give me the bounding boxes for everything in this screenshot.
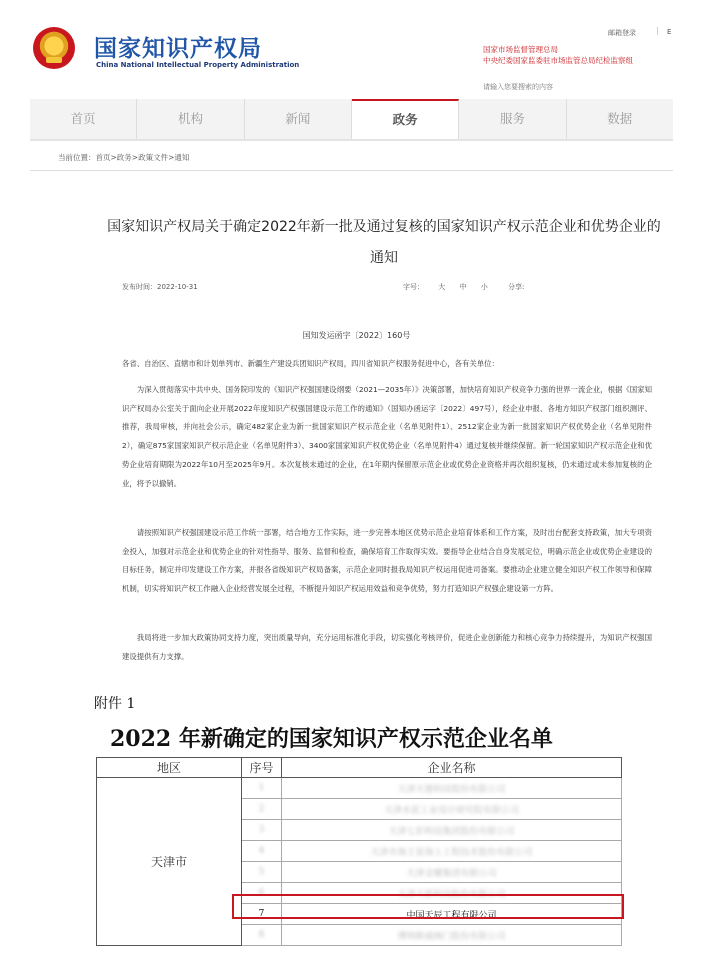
table-header-row	[97, 758, 622, 778]
mail-login-link[interactable]: 邮箱登录	[608, 29, 636, 37]
share-label[interactable]: 分享:	[508, 283, 525, 291]
table-row	[97, 778, 622, 799]
row-number: 6	[242, 883, 282, 904]
article-title: 国家知识产权局关于确定2022年新一批及通过复核的国家知识产权示范企业和优势企业的通知	[107, 219, 661, 266]
company-name: 天津天德科技股份有限公司	[282, 778, 622, 799]
font-size-small[interactable]: 小	[480, 283, 488, 291]
article-paragraph: 各省、自治区、直辖市和计划单列市、新疆生产建设兵团知识产权局，四川省知识产权服务促进中心，各有关单位：	[122, 359, 499, 368]
company-name: 天津金耀集团有限公司	[282, 862, 622, 883]
nav-services[interactable]: 服务	[459, 99, 566, 139]
row-number: 2	[242, 799, 282, 820]
samr-link[interactable]: 国家市场监督管理总局	[483, 45, 558, 54]
english-link[interactable]: E	[667, 28, 672, 36]
search-input[interactable]: 请输入您要搜索的内容	[483, 83, 553, 91]
font-size-large[interactable]: 大	[438, 283, 446, 291]
national-emblem-icon	[33, 27, 75, 69]
header-number: 序号	[242, 758, 282, 778]
company-name: 天津天骄科技股份有限公司	[282, 883, 622, 904]
site-subtitle: China National Intellectual Property Administration	[96, 61, 300, 69]
font-size-selector	[403, 282, 488, 292]
breadcrumb[interactable]: 当前位置：首页>政务>政策文件>通知	[58, 153, 190, 162]
row-number: 7	[242, 904, 282, 925]
publish-date: 发布时间：2022-10-31	[122, 283, 198, 291]
document-number: 国知发运函字〔2022〕160号	[302, 331, 411, 340]
font-size-label: 字号：	[403, 283, 424, 291]
font-size-medium[interactable]: 中	[459, 283, 467, 291]
header-region: 地区	[97, 758, 242, 778]
separator: |	[656, 26, 659, 35]
inspection-link[interactable]: 中央纪委国家监委驻市场监管总局纪检监察组	[483, 56, 633, 65]
article-paragraph: 我局将进一步加大政策协同支持力度，突出质量导向，充分运用标准化手段，切实强化考核评价，促进企业创新能力和核心竞争力持续提升，为知识产权强国建设提供有力支撑。	[122, 633, 652, 661]
nav-data[interactable]: 数据	[607, 111, 633, 126]
attachment-title: 2022 年新确定的国家知识产权示范企业名单	[110, 726, 553, 752]
nav-home[interactable]: 首页	[30, 99, 137, 139]
header-company: 企业名称	[282, 758, 622, 778]
row-number: 3	[242, 820, 282, 841]
article-paragraph: 为深入贯彻落实中共中央、国务院印发的《知识产权强国建设纲要（2021—2035年）》决策部署，加快培育知识产权竞争力强的世界一流企业，根据《国家知识产权局办公室关于面向企业开展2022年度知识产权强国建设示范工作的通知》（国知办函运字〔2022〕497号），经企业申报、各地方知识产权部门组织测评、推荐，我局审核，并向社会公示，确定482家企业为新一批国家知识产权示范企业（名单见附件1）、2512家企业为新一批国家知识产权优势企业（名单见附件2），确定875家国家知识产权示范企业（名单见附件3）、3400家国家知识产权优势企业（名单见附件4）通过复核并继续保留。新一轮国家知识产权示范企业和优势企业培育期限为2022年10月至2025年9月。本次复核未通过的企业，在1年期内保留原示范企业或优势企业资格并再次组织复核，仍未通过或未参加复核的企业，将予以撤销。	[122, 385, 652, 488]
highlight-box	[232, 894, 624, 919]
main-nav	[30, 99, 673, 141]
divider	[30, 170, 673, 171]
row-number: 1	[242, 778, 282, 799]
company-name: 中国天辰工程有限公司	[282, 904, 622, 925]
company-name: 天津水泥工业设计研究院有限公司	[282, 799, 622, 820]
attachment-label: 附件 1	[94, 696, 136, 712]
region-cell: 天津市	[97, 778, 242, 946]
nav-government-affairs[interactable]: 政务	[352, 99, 459, 139]
company-name: 博纳斯威阀门股份有限公司	[282, 925, 622, 946]
row-number: 5	[242, 862, 282, 883]
site-title[interactable]: 国家知识产权局	[94, 35, 262, 62]
nav-news[interactable]: 新闻	[245, 99, 352, 139]
company-name: 天津市海王星海上工程技术股份有限公司	[282, 841, 622, 862]
row-number: 4	[242, 841, 282, 862]
article-paragraph: 请按照知识产权强国建设示范工作统一部署，结合地方工作实际，进一步完善本地区优势示范企业培育体系和工作方案，及时出台配套支持政策，加大专项资金投入，加强对示范企业和优势企业的针对性指导、服务、监督和检查，确保培育工作取得实效。要指导企业结合自身发展定位，明确示范企业或优势企业建设的目标任务，制定并印发建设工作方案，并报各省级知识产权局备案，示范企业同时报我局知识产权运用促进司备案。要推动企业建立健全知识产权工作领导和保障机制，切实将知识产权工作融入企业经营发展全过程，不断提升知识产权运用效益和竞争优势，努力打造知识产权强企建设第一方阵。	[122, 528, 652, 594]
row-number: 8	[242, 925, 282, 946]
company-name: 天津七彩科技集团股份有限公司	[282, 820, 622, 841]
nav-organization[interactable]: 机构	[137, 99, 244, 139]
